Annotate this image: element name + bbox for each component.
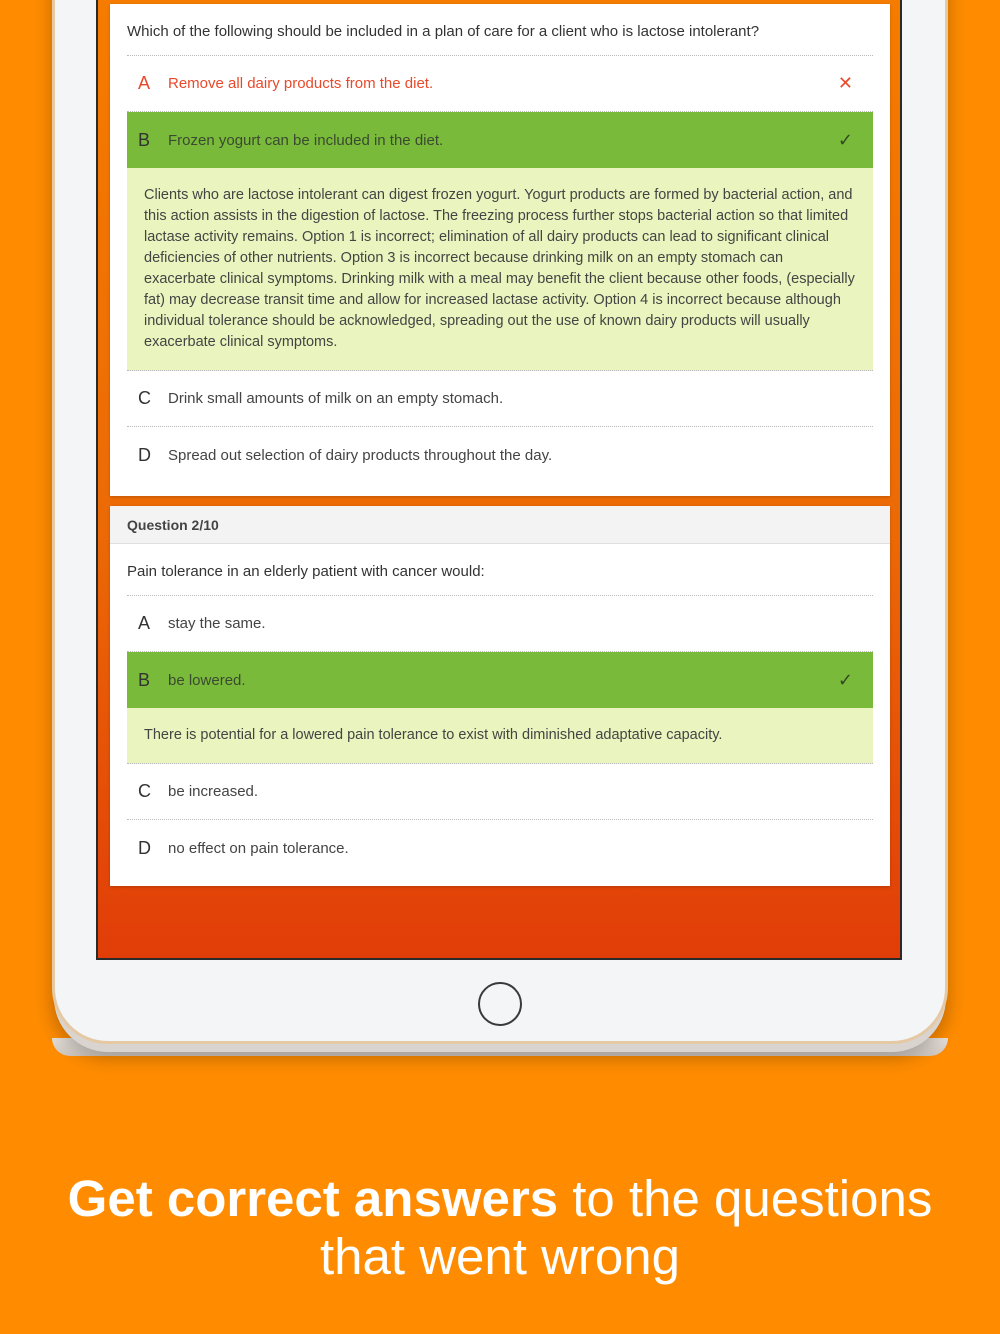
question-number: Question 2/10 bbox=[110, 506, 890, 544]
option-letter: D bbox=[138, 837, 151, 858]
option-d[interactable] bbox=[127, 427, 873, 483]
option-text: be lowered. bbox=[168, 671, 246, 689]
caption-bold: Get correct answers bbox=[67, 1170, 559, 1227]
promo-caption bbox=[0, 1170, 1000, 1286]
option-letter: C bbox=[138, 388, 151, 408]
question-text: Pain tolerance in an elderly patient with cancer would: bbox=[127, 563, 485, 580]
option-d[interactable] bbox=[127, 820, 873, 876]
option-text: Frozen yogurt can be included in the diet. bbox=[168, 131, 444, 149]
option-text: be increased. bbox=[168, 783, 259, 800]
option-b[interactable] bbox=[127, 652, 873, 708]
caption-line2: that went wrong bbox=[319, 1228, 681, 1285]
option-c[interactable] bbox=[127, 371, 873, 427]
option-letter: A bbox=[138, 73, 151, 93]
option-a[interactable] bbox=[127, 56, 873, 112]
question-card-1 bbox=[110, 4, 890, 496]
cross-icon: ✕ bbox=[837, 73, 853, 93]
question-card-2 bbox=[110, 506, 890, 886]
app-screen bbox=[96, 0, 902, 960]
check-icon: ✓ bbox=[837, 669, 853, 690]
option-letter: D bbox=[138, 444, 151, 465]
check-icon: ✓ bbox=[837, 129, 853, 150]
option-text: no effect on pain tolerance. bbox=[168, 839, 349, 857]
caption-rest: to the questions bbox=[558, 1170, 933, 1227]
explanation-box: There is potential for a lowered pain tolerance to exist with diminished adaptative capacity. bbox=[127, 708, 873, 764]
explanation-box: Clients who are lactose intolerant can digest frozen yogurt. Yogurt products are formed by bacterial action, and this action assists in the digestion of lactose. The freezing process further stops bacterial action so that limited lactase activity remains. Option 1 is incorrect; elimination of all dairy products can lead to significant clinical deficiencies of other nutrients. Option 3 is incorrect because drinking milk on an empty stomach can exacerbate clinical symptoms. Drinking milk with a meal may benefit the client because other foods, (especially fat) may decrease transit time and allow for increased lactase activity. Option 4 is incorrect because although individual tolerance should be acknowledged, spreading out the use of known dairy products will usually exacerbate clinical symptoms. bbox=[127, 168, 873, 371]
option-letter: A bbox=[138, 613, 151, 633]
option-text: Remove all dairy products from the diet. bbox=[168, 75, 434, 92]
question-text: Which of the following should be included in a plan of care for a client who is lactose intolerant? bbox=[127, 23, 760, 40]
option-letter: B bbox=[138, 669, 151, 690]
option-text: Drink small amounts of milk on an empty stomach. bbox=[168, 390, 504, 407]
option-letter: C bbox=[138, 781, 151, 801]
option-text: stay the same. bbox=[168, 615, 266, 632]
option-b[interactable] bbox=[127, 112, 873, 168]
home-button-icon[interactable] bbox=[478, 982, 522, 1026]
option-letter: B bbox=[138, 129, 151, 150]
option-a[interactable] bbox=[127, 596, 873, 652]
option-c[interactable] bbox=[127, 764, 873, 820]
option-text: Spread out selection of dairy products throughout the day. bbox=[168, 446, 553, 464]
